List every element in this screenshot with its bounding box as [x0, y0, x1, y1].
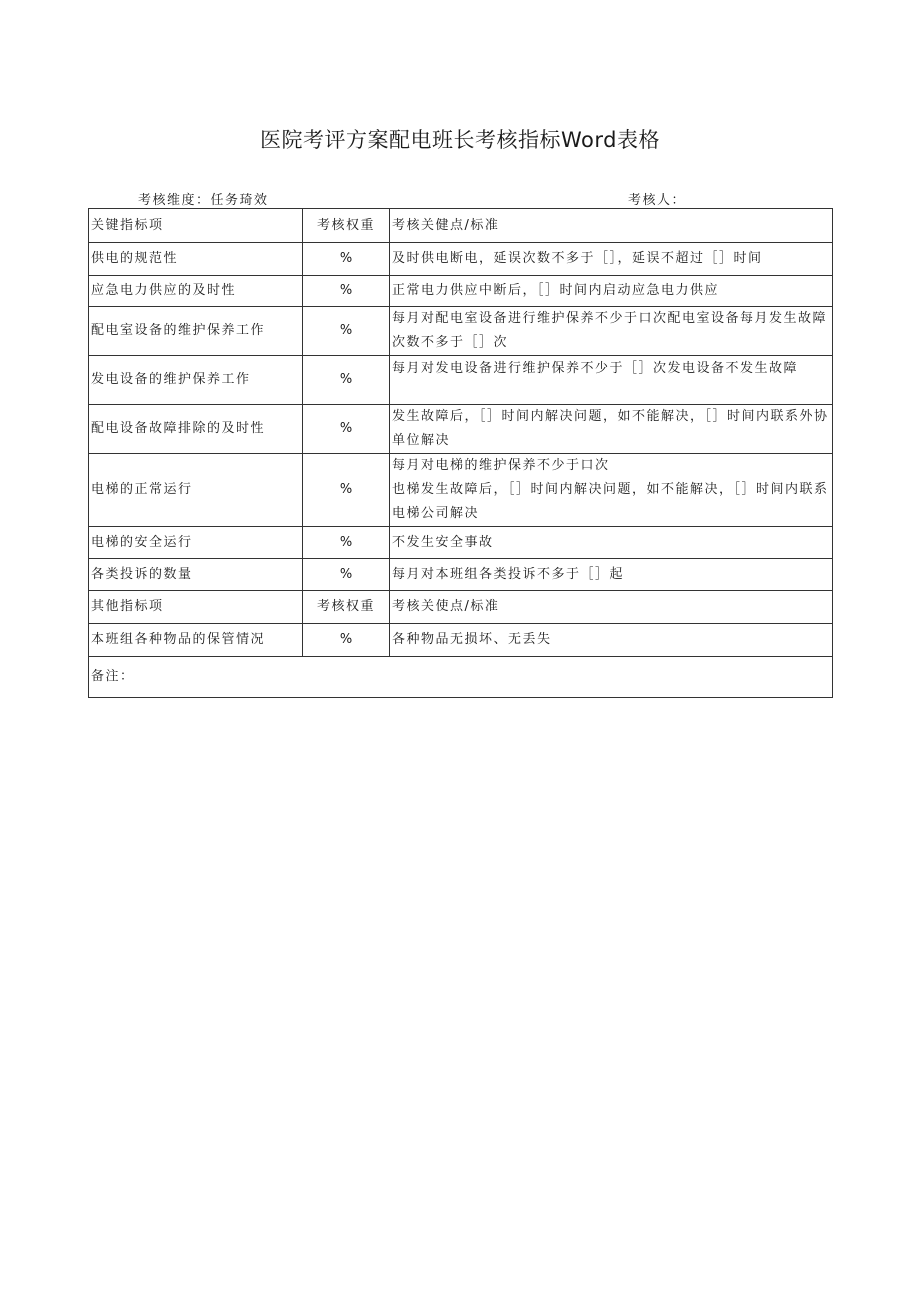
indicator-name: 本班组各种物品的保管情况	[89, 624, 303, 657]
standard-header: 考核关健点/标准	[390, 209, 833, 243]
kpi-table	[88, 208, 833, 698]
weight-value: %	[303, 356, 390, 405]
table-row	[89, 405, 833, 454]
standard-text: 各种物品无损坏、无丢失	[390, 624, 833, 657]
standard-text: 每月对配电室设备进行维护保养不少于口次配电室设备每月发生故障次数不多于［］次	[390, 307, 833, 356]
document-title: 医院考评方案配电班长考核指标Word表格	[260, 128, 660, 152]
weight-value: %	[303, 307, 390, 356]
standard-text: 每月对发电设备进行维护保养不少于［］次发电设备不发生故障	[390, 356, 833, 405]
table-row	[89, 624, 833, 657]
indicator-name: 应急电力供应的及时性	[89, 276, 303, 307]
standard-text	[390, 454, 833, 527]
remarks-label: 备注：	[89, 657, 833, 698]
indicator-name: 各类投诉的数量	[89, 559, 303, 591]
assessor-label: 考核人：	[628, 193, 687, 208]
table-row	[89, 356, 833, 405]
weight-value: %	[303, 624, 390, 657]
indicator-name: 电梯的正常运行	[89, 454, 303, 527]
weight-value: %	[303, 559, 390, 591]
indicator-name: 配电室设备的维护保养工作	[89, 307, 303, 356]
key-indicator-header-row	[89, 209, 833, 243]
remarks-row	[89, 657, 833, 698]
standard-header: 考核关使点/标准	[390, 591, 833, 624]
assessment-dimension: 考核维度：任务琦效	[138, 193, 269, 208]
weight-value: %	[303, 527, 390, 559]
indicator-name: 配电设备故障排除的及时性	[89, 405, 303, 454]
weight-value: %	[303, 243, 390, 276]
weight-header: 考核权重	[303, 591, 390, 624]
standard-text: 正常电力供应中断后，［］时间内启动应急电力供应	[390, 276, 833, 307]
other-indicator-header-row	[89, 591, 833, 624]
weight-value: %	[303, 405, 390, 454]
key-indicator-header: 关键指标项	[89, 209, 303, 243]
standard-line: 每月对电梯的维护保养不少于口次	[392, 458, 610, 473]
table-row	[89, 454, 833, 527]
table-row	[89, 527, 833, 559]
standard-text: 及时供电断电，延误次数不多于［］，延误不超过［］时间	[390, 243, 833, 276]
standard-line: 也梯发生故障后，［］时间内解决问题，如不能解决，［］时间内联系电梯公司解决	[392, 482, 829, 521]
weight-value: %	[303, 276, 390, 307]
table-row	[89, 276, 833, 307]
indicator-name: 电梯的安全运行	[89, 527, 303, 559]
standard-text: 发生故障后，［］时间内解决问题，如不能解决，［］时间内联系外协单位解决	[390, 405, 833, 454]
standard-text: 每月对本班组各类投诉不多于［］起	[390, 559, 833, 591]
indicator-name: 供电的规范性	[89, 243, 303, 276]
standard-text: 不发生安全事故	[390, 527, 833, 559]
weight-value: %	[303, 454, 390, 527]
indicator-name: 发电设备的维护保养工作	[89, 356, 303, 405]
weight-header: 考核权重	[303, 209, 390, 243]
table-row	[89, 307, 833, 356]
other-indicator-header: 其他指标项	[89, 591, 303, 624]
table-row	[89, 559, 833, 591]
table-row	[89, 243, 833, 276]
